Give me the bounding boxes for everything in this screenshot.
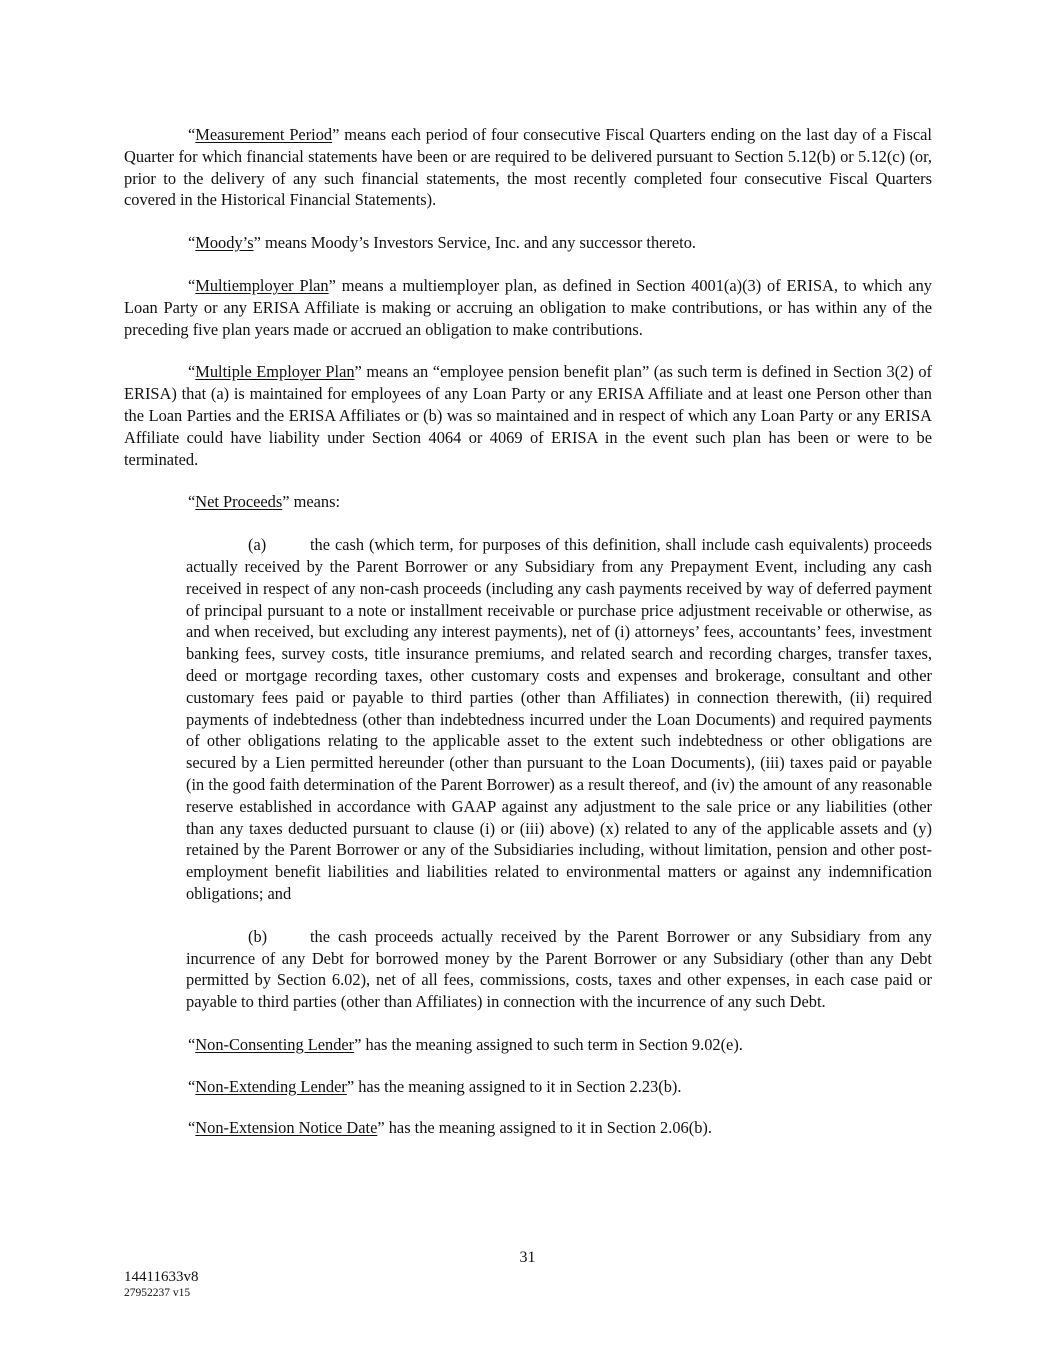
defined-term: Multiemployer Plan (195, 275, 329, 295)
defined-term: Moody’s (195, 233, 254, 253)
definition-measurement-period: “Measurement Period” means each period of four consecutive Fiscal Quarters ending on the last day of a Fiscal Quarter for which financial statements have been or are required to be delivered pursuant to Section 5.12(b) or 5.12(c) (or, prior to the delivery of any such financial statements, the most recently completed four consecutive Fiscal Quarters covered in the Historical Financial Statements). (124, 125, 932, 210)
defined-term: Measurement Period (195, 125, 333, 144)
document-body (124, 124, 932, 1159)
clause-label: (a) (248, 535, 267, 555)
definition-text: means a multiemployer plan, as defined in Section 4001(a)(3) of ERISA, to which any Loan Party or any ERISA Affiliate is making or accruing an obligation to make contributions, or has within any of the preceding five plan years made or accrued an obligation to make contributions. (124, 275, 932, 339)
definition-multiple-employer-plan: “Multiple Employer Plan” means an “employee pension benefit plan” (as such term is defined in Section 3(2) of ERISA) that (a) is maintained for employees of any Loan Party or any ERISA Affiliate and at least one Person other than the Loan Parties and the ERISA Affiliates or (b) was so maintained and in respect of which any Loan Party or any ERISA Affiliate could have liability under Section 4064 or 4069 of ERISA in the event such plan has been or were to be terminated. (124, 362, 932, 469)
clause-text: the cash proceeds actually received by the Parent Borrower or any Subsidiary from any incurrence of any Debt for borrowed money by the Parent Borrower or any Subsidiary (other than any Debt permitted by Section 6.02), net of all fees, commissions, costs, taxes and other expenses, in each case paid or payable to third parties (other than Affiliates) in connection with the incurrence of any such Debt. (186, 926, 932, 1012)
definition-non-consenting-lender: “Non-Consenting Lender” has the meaning assigned to such term in Section 9.02(e). (188, 1034, 743, 1054)
defined-term: Non-Consenting Lender (195, 1034, 355, 1054)
definition-text: has the meaning assigned to such term in Section 9.02(e). (361, 1034, 743, 1054)
defined-term: Multiple Employer Plan (195, 362, 355, 382)
definition-non-extending-lender: “Non-Extending Lender” has the meaning assigned to it in Section 2.23(b). (188, 1076, 682, 1096)
definition-moodys: “Moody’s” means Moody’s Investors Service, Inc. and any successor thereto. (188, 233, 697, 253)
defined-term: Net Proceeds (195, 492, 283, 512)
defined-term: Non-Extending Lender (195, 1076, 347, 1096)
clause-label: (b) (248, 926, 268, 946)
page-number: 31 (519, 1249, 536, 1266)
definition-text: means an “employee pension benefit plan” (as such term is defined in Section 3(2) of ERISA) that (a) is maintained for employees of any Loan Party or any ERISA Affiliate and at least one Person other than the Loan Parties and the ERISA Affiliates or (b) was so maintained and in respect of which any Loan Party or any ERISA Affiliate could have liability under Section 4064 or 4069 of ERISA in the event such plan has been or were to be terminated. (124, 362, 932, 469)
document-id-primary: 14411633v8 (124, 1269, 199, 1285)
definition-multiemployer-plan: “Multiemployer Plan” means a multiemployer plan, as defined in Section 4001(a)(3) of ERISA, to which any Loan Party or any ERISA Affiliate is making or accruing an obligation to make contributions, or has within any of the preceding five plan years made or accrued an obligation to make contributions. (124, 275, 932, 339)
document-id-secondary: 27952237 v15 (124, 1287, 191, 1299)
definition-text: means: (289, 492, 341, 512)
clause-text: the cash (which term, for purposes of this definition, shall include cash equivalents) proceeds actually received by the Parent Borrower or any Subsidiary from any Prepayment Event, including any cash received in respect of any non-cash proceeds (including any cash payments received by way of deferred payment of principal pursuant to a note or installment receivable or purchase price adjustment receivable or otherwise, as and when received, but excluding any interest payments), net of (i) attorneys’ fees, accountants’ fees, investment banking fees, survey costs, title insurance premiums, and related search and recording charges, transfer taxes, deed or mortgage recording taxes, other customary costs and expenses and brokerage, consultant and other customary fees paid or payable to third parties (other than Affiliates) in connection therewith, (ii) required payments of indebtedness (other than indebtedness incurred under the Loan Documents) and required payments of other obligations relating to the applicable asset to the extent such indebtedness or other obligations are secured by a Lien permitted hereunder (other than pursuant to the Loan Documents), (iii) taxes paid or payable (in the good faith determination of the Parent Borrower) as a result thereof, and (iv) the amount of any reasonable reserve established in accordance with GAAP against any adjustment to the sale price or any liabilities (other than any taxes deducted pursuant to clause (i) or (iii) above) (x) related to any of the applicable assets and (y) retained by the Parent Borrower or any of the Subsidiaries including, without limitation, pension and other post-employment benefit liabilities and liabilities related to environmental matters or against any indemnification obligations; and (186, 535, 932, 903)
definition-non-extension-notice-date: “Non-Extension Notice Date” has the meaning assigned to it in Section 2.06(b). (188, 1118, 712, 1138)
definition-text: has the meaning assigned to it in Section 2.06(b). (384, 1118, 712, 1138)
definition-text: means each period of four consecutive Fiscal Quarters ending on the last day of a Fiscal Quarter for which financial statements have been or are required to be delivered pursuant to Section 5.12(b) or 5.12(c) (or, prior to the delivery of any such financial statements, the most recently completed four consecutive Fiscal Quarters covered in the Historical Financial Statements). (124, 125, 932, 210)
net-proceeds-clause-a (186, 534, 932, 905)
definition-text: has the meaning assigned to it in Section 2.23(b). (354, 1076, 682, 1096)
definition-text: means Moody’s Investors Service, Inc. and any successor thereto. (260, 233, 697, 253)
defined-term: Non-Extension Notice Date (195, 1118, 378, 1138)
definition-net-proceeds: “Net Proceeds” means: (188, 492, 341, 512)
net-proceeds-clause-b (186, 926, 932, 1013)
